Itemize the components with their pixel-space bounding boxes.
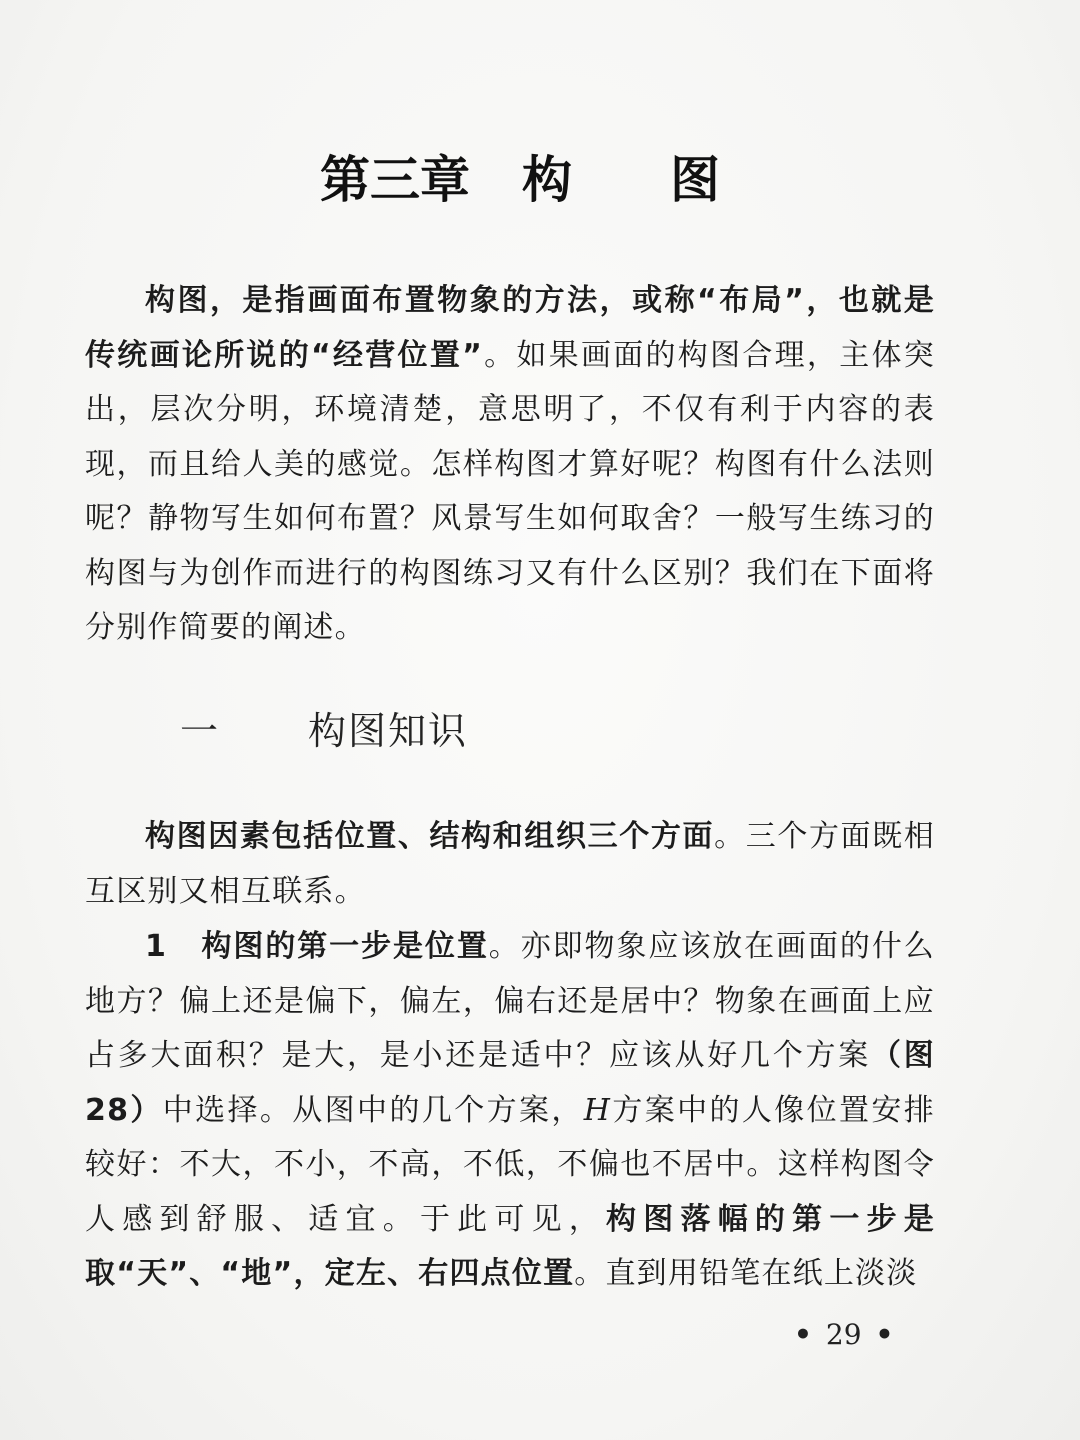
chapter-title-char-2: 图 — [670, 151, 720, 209]
page-number — [780, 1318, 907, 1351]
section-title: 构图知识 — [308, 709, 469, 753]
position-text-3: 方案中的人像位置安排较好：不大，不小，不高，不低，不偏也不居中。这样构图令人感到舒服、适宜。于此可见， — [85, 1092, 936, 1237]
composition-factors-paragraph — [85, 810, 935, 919]
chapter-title-char-1: 构 — [522, 151, 572, 209]
intro-text: 。如果画面的构图合理，主体突出，层次分明，环境清楚，意思明了，不仅有利于内容的表现，而且给人美的感觉。怎样构图才算好呢？构图有什么法则呢？静物写生如何布置？风景写生如何取舍？一般写生练习的构图与为创作而进行的构图练习又有什么区别？我们在下面将分别作简要的阐述。 — [85, 337, 935, 645]
chapter-title — [0, 140, 1040, 212]
position-text-1: 。亦即物象应该放在画面的什么地方？偏上还是偏下，偏左，偏右还是居中？物象在画面上应占多大面积？是大，是小还是适中？应该从好几个方案 — [85, 929, 935, 1073]
factors-text: 。三个方面既相互区别又相互联系。 — [85, 819, 935, 909]
section-number: 一 — [180, 709, 221, 753]
italic-h: H — [583, 1092, 612, 1128]
position-text-4: 。直到用铅笔在纸上淡淡 — [574, 1256, 918, 1291]
page-dot-right: • — [875, 1318, 894, 1351]
position-paragraph — [85, 920, 935, 1302]
factors-bold-lead: 构图因素包括位置、结构和组织三个方面 — [145, 819, 715, 854]
intro-paragraph — [85, 274, 935, 656]
figure-reference: （图28） — [85, 1038, 935, 1128]
position-text-2: 中选择。从图中的几个方案， — [162, 1092, 584, 1128]
section-heading — [180, 700, 468, 755]
intro-bold-lead: 构图，是指画面布置物象的方法，或称“布局”，也就是传统画论所说的“经营位置” — [85, 283, 935, 373]
page-dot-left: • — [794, 1318, 812, 1351]
position-bold-tail: 构图落幅的第一步是取“天”、“地”，定左、右四点位置 — [85, 1201, 935, 1291]
chapter-label: 第三章 — [320, 151, 470, 209]
position-bold-lead: 构图的第一步是位置 — [201, 929, 489, 964]
position-number: 1 — [145, 929, 168, 964]
page-number-value: 29 — [825, 1318, 862, 1351]
